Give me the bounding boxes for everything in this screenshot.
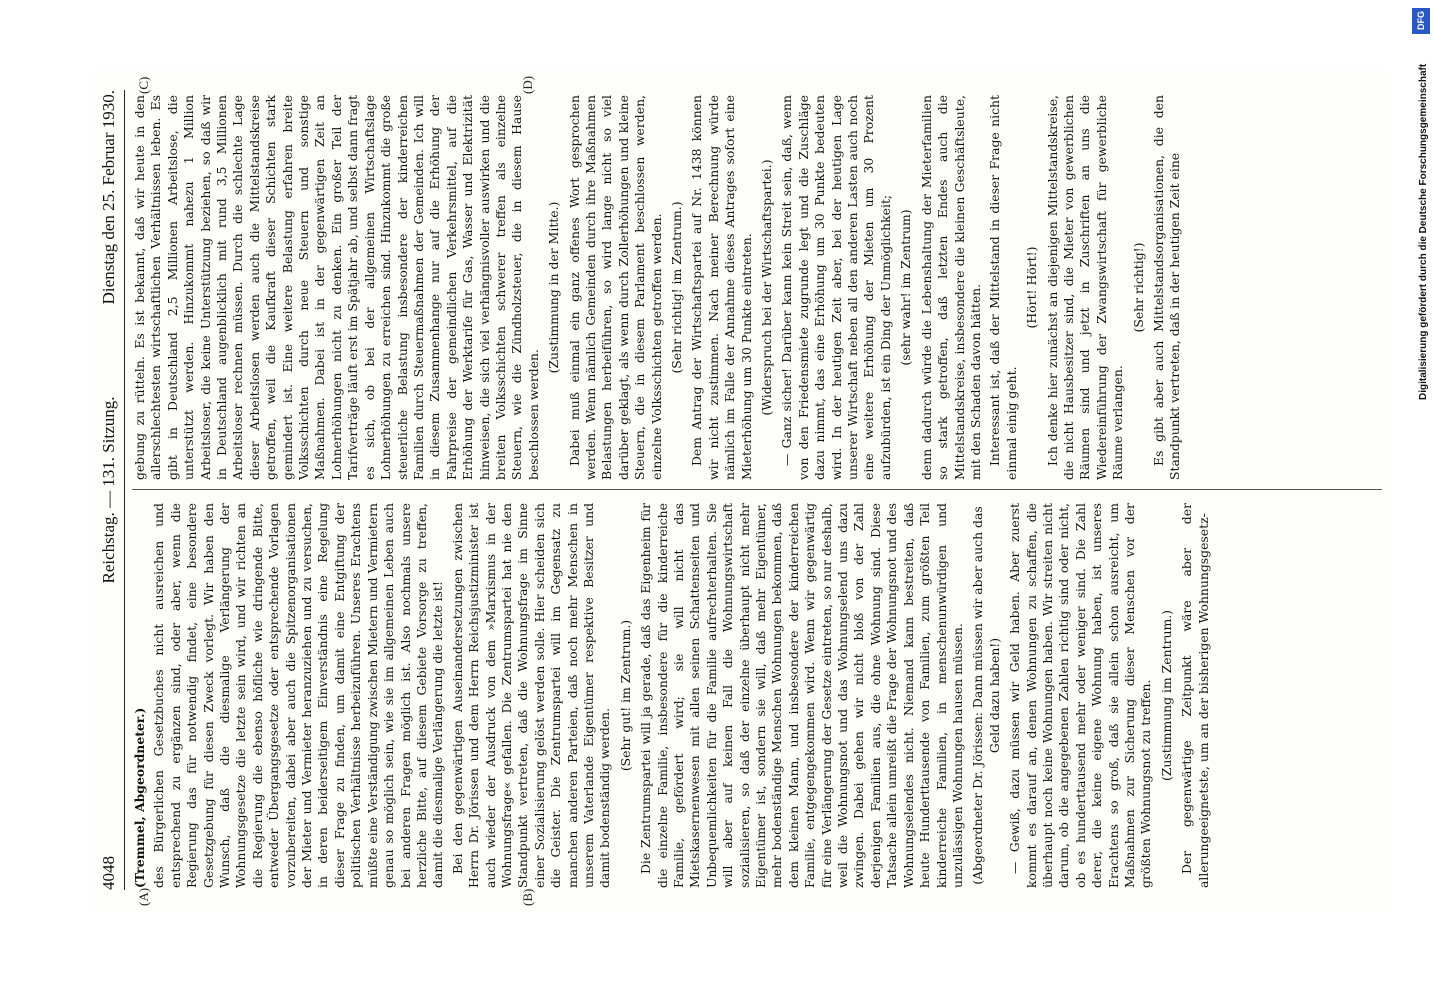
margin-letter-b: (B) [520,888,535,906]
rotated-document-page [90,70,1390,910]
interjection: (Zustimmung im Zentrum.) [1158,609,1174,782]
paragraph: Die Zentrumspartei will ja gerade, daß das Eigenheim für die einzelne Familie, insbesondere für die kinderreiche Familie, gefördert wird; sie will nicht das Mietskasernenwesen mit allen seinen Schattenseiten und Unbequemlichkeiten für die Familie aufrechterhalten. Sie will aber auf keinen Fall die Wohnungswirtschaft sozialisieren, so daß der einzelne überhaupt nicht mehr Eigentümer ist, sondern sie will, daß mehr Eigentümer, mehr bodenständige Menschen Wohnungen bekommen, daß dem kleinen Mann, und insbesondere der kinderreichen Familie, entgegengekommen wird. Wenn wir gegenwärtig für eine Verlängerung der Gesetze eintreten, so nur deshalb, weil die Wohnungsnot und das Wohnungselend uns dazu zwingen. Dabei gehen wir nicht bloß von der Zahl derjenigen Familien aus, die ohne Wohnung sind. Diese Tatsache allein umreißt die Frage der Wohnungsnot und des Wohnungselendes nicht. Niemand kann bestreiten, daß heute Hunderttausende von Familien, zum größten Teil kinderreiche Familien, in menschenunwürdigen und unzulässigen Wohnungen hausen müssen. [638,503,965,888]
paragraph: des Bürgerlichen Gesetzbuches nicht ausreichen und entsprechend zu ergänzen sind, oder aber, wenn die Regierung das für notwendig findet, eine besondere Gesetzgebung für diesen Zweck vorlegt. Wir haben den Wunsch, daß die diesmalige Verlängerung der Wohnungsgesetze die letzte sein wird, und wir richten an die Regierung die ebenso höfliche wie dringende Bitte, entweder Übergangsgesetze oder entsprechende Vorlagen vorzubereiten, dabei aber auch die Spitzenorganisationen der Mieter und Vermieter heranzuziehen und zu versuchen, in deren beiderseitigem Einverständnis eine Regelung dieser Frage zu finden, um damit eine Entgiftung der politischen Verhältnisse herbeizuführen. Unseres Erachtens müßte eine Verständigung zwischen Mietern und Vermietern genau so möglich sein, wie sie im allgemeinen Leben auch bei anderen Fragen möglich ist. Also nochmals unsere herzliche Bitte, auf diesem Gebiete Vorsorge zu treffen, damit die diesmalige Verlängerung die letzte ist! [151,503,446,888]
paragraph: — Ganz sicher! Darüber kann kein Streit sein, daß, wenn von den Friedensmiete zugrunde legt und die Zuschläge dazu nimmt, das eine Erhöhung um 30 Punkte bedeuten wird. In der heutigen Zeit aber, bei der heutigen Lage unserer Wirtschaft neben all den anderen Lasten auch noch eine weitere Erhöhung der Mieten um 30 Prozent aufzubürden, ist ein Ding der Unmöglichkeit; [779,95,893,480]
page-header [98,90,120,890]
paragraph: Interessant ist, daß der Mittelstand in dieser Frage nicht einmal einig geht. [987,95,1019,480]
interjection: (sehr wahr! im Zentrum) [898,209,914,366]
margin-letter-d: (D) [520,75,535,94]
margin-letter-c: (C) [136,76,151,94]
digitization-credit: Digitalisierung gefördert durch die Deutsche Forschungsgemeinschaft [1418,63,1429,400]
interjection: (Zustimmung in der Mitte.) [546,201,562,374]
left-column [132,503,1382,888]
margin-letter-a: (A) [136,887,151,906]
paragraph: — Gewiß, dazu müssen wir Geld haben. Aber zuerst kommt es darauf an, denen Wohnungen zu schaffen, die überhaupt noch keine Wohnungen haben. Wir streiten nicht darum, ob die angegebenen Zahlen richtig sind oder nicht, ob es hunderttausend mehr oder weniger sind. Die Zahl derer, die keine eigene Wohnung haben, ist unseres Erachtens so groß, daß sie allein schon ausreicht, um Maßnahmen zur Sicherung dieser Menschen vor der größten Wohnungsnot zu treffen. [1007,503,1154,888]
paragraph: Bei den gegenwärtigen Auseinandersetzungen zwischen Herrn Dr. Jörissen und dem Herrn Reichsjustizminister ist auch wieder der Ausdruck von dem »Marxismus in der Wohnungsfrage« gefallen. Die Zentrumspartei hat nie den Standpunkt vertreten, daß die Wohnungsfrage im Sinne einer Sozialisierung gelöst werden solle. Hier scheiden sich die Geister. Die Zentrumspartei will im Gegensatz zu manchen anderen Parteien, daß noch mehr Menschen in unserem Vaterlande Eigentümer respektive Besitzer und damit bodenständig werden. [449,503,613,888]
interjection: (Abgeordneter Dr. Jörissen: Dann müssen wir aber auch das Geld dazu haben!) [970,506,1002,885]
interjection: (Widerspruch bei der Wirtschaftspartei.) [759,159,775,416]
paragraph: Dabei muß einmal ein ganz offenes Wort gesprochen werden. Wenn nämlich Gemeinden durch ihre Maßnahmen Belastungen herbeiführen, so wird lange nicht so viel darüber geklagt, als wenn durch Zollerhöhungen und kleine Steuern, die in diesem Parlament beschlossen werden, einzelne Volksschichten getroffen werden. [566,95,664,480]
column-divider [132,489,1382,490]
paragraph: gebung zu rütteln. Es ist bekannt, daß wir heute in den allerschlechtesten wirtschaftlichen Verhältnissen leben. Es gibt in Deutschland 2,5 Millionen Arbeitslose, die unterstützt werden. Hinzukommt nahezu 1 Million Arbeitsloser, die keine Unterstützung beziehen, so daß wir in Deutschland augenblicklich mit rund 3,5 Millionen Arbeitsloser rechnen müssen. Durch die schlechte Lage dieser Arbeitslosen werden auch die Mittelstandskreise getroffen, weil die Kaufkraft dieser Schichten stark gemindert ist. Eine weitere Belastung erfahren breite Volksschichten durch neue Steuern und sonstige Maßnahmen. Dabei ist in der gegenwärtigen Zeit an Lohnerhöhungen nicht zu denken. Ein großer Teil der Tarifverträge läuft erst im Spätjahr ab, und selbst dann fragt es sich, ob bei der allgemeinen Wirtschaftslage Lohnerhöhungen zu erreichen sind. Hinzukommt die große steuerliche Belastung insbesondere der kinderreichen Familien durch Steuermaßnahmen der Gemeinden. Ich will in diesem Zusammenhange nur auf die Erhöhung der Fahrpreise der gemeindlichen Verkehrsmittel, auf die Erhöhung der Werktarife für Gas, Wasser und Elektrizität hinweisen, die sich viel verhängnisvoller auswirken und die breiten Volksschichten schwerer treffen als einzelne Steuern, wie die Zündholzsteuer, die in diesem Hause beschlossen werden. [132,95,541,480]
header-rule [124,90,125,890]
paragraph: denn dadurch würde die Lebenshaltung der Mieterfamilien so stark getroffen, daß letzten Endes auch die Mittelstandskreise, insbesondere die kleinen Geschäftsleute, mit den Schaden davon hätten. [918,95,983,480]
page-number: 4048 [99,856,118,890]
paragraph: Ich denke hier zunächst an diejenigen Mittelstandskreise, die nicht Hausbesitzer sind, die Mieter von gewerblichen Räumen sind und jetzt in Zuschriften an uns die Wiedereinführung der Zwangswirtschaft für gewerbliche Räume verlangen. [1044,95,1126,480]
dfg-logo-icon: DFG [1412,8,1430,34]
interjection: (Sehr gut! im Zentrum.) [617,619,633,772]
interjection: (Sehr richtig!) [1130,242,1146,333]
speaker-label: (Tremmel, Abgeordneter.) [132,707,147,888]
paragraph: Der gegenwärtige Zeitpunkt wäre aber der allerungeeignetste, um an der bisherigen Wohnungsgesetz- [1179,503,1211,888]
session-title: Reichstag. — 131. Sitzung. [99,396,118,584]
interjection: (Hört! Hört!) [1024,246,1040,329]
paragraph: Es gibt aber auch Mittelstandsorganisationen, die den Standpunkt vertreten, daß in der heutigen Zeit eine [1150,95,1183,480]
session-date: Dienstag den 25. Februar 1930. [99,90,118,305]
right-column [132,95,1382,480]
interjection: (Sehr richtig! im Zentrum.) [669,201,684,374]
paragraph: Dem Antrag der Wirtschaftspartei auf Nr. 1438 können wir nicht zustimmen. Nach meiner Berechnung würde nämlich im Falle der Annahme dieses Antrages sofort eine Mieterhöhung um 30 Punkte eintreten. [689,95,754,480]
